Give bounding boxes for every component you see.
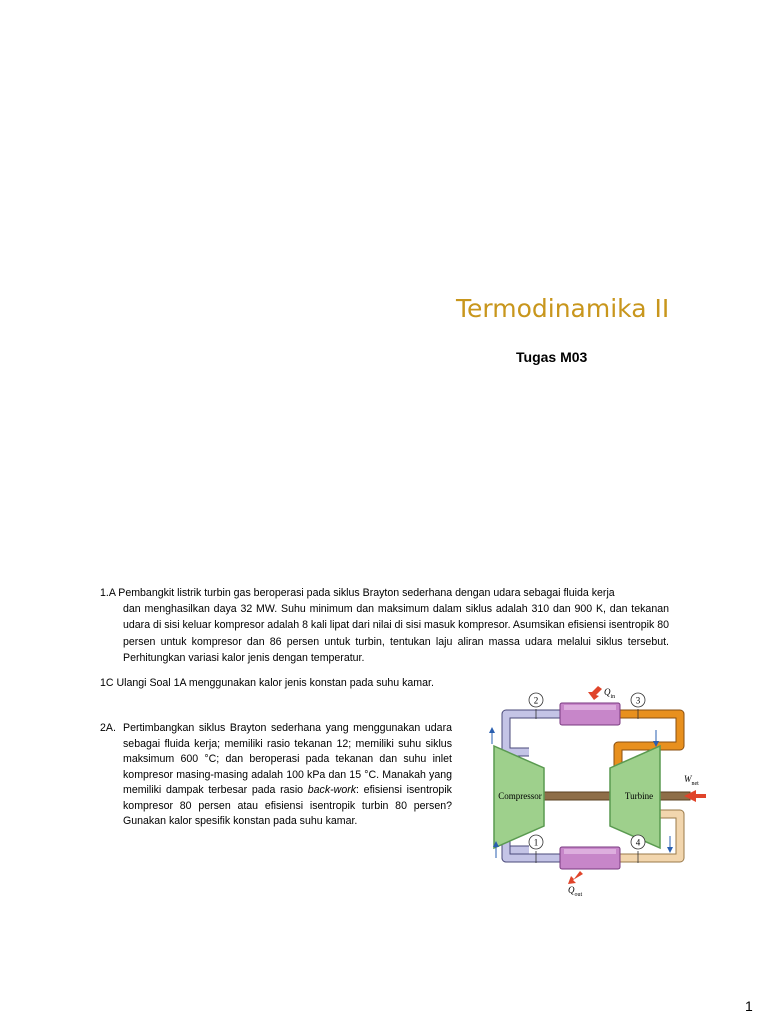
state-3-label: 3 [635,695,641,706]
brayton-cycle-diagram [484,686,720,898]
state-2-label: 2 [533,695,539,706]
heat-out-label: $Q_{out}$ [568,885,583,898]
state-1-label: 1 [533,837,539,848]
turbine-label: Turbine [624,791,654,801]
problem-2a-text-after: : efisiensi isentropik kompresor 80 persen atau efisiensi isentropik turbin 80 persen? Gunakan kalor spesifik konstan pada suhu kamar. [123,784,452,827]
problem-1a-body: dan menghasilkan daya 32 MW. Suhu minimum dan maksimum dalam siklus adalah 310 dan 900 K, dan tekanan udara di sisi keluar kompresor adalah 8 kali lipat dari nilai di sisi masuk kompresor. Asumsikan efisiensi isentropik 80 persen untuk kompresor dan 86 persen untuk turbin, tentukan laju aliran massa udara melalui siklus tersebut. Perhitungkan variasi kalor jenis dengan temperatur. [123,603,669,664]
heat-out-arrow [568,871,583,884]
state-4-label: 4 [635,837,641,848]
page-number: 1 [745,998,753,1014]
problem-2a [100,721,452,830]
compressor-label: Compressor [498,791,542,801]
problem-2a-body [123,721,452,830]
problem-1a [100,585,669,666]
problem-2a-number: 2A. [100,722,116,734]
problem-2a-text-before: Pertimbangkan siklus Brayton sederhana yang menggunakan udara sebagai fluida kerja; memiliki rasio tekanan 12; memiliki suhu siklus maksimum 600 °C; dan beroperasi pada tekanan dan suhu inlet kompresor masing-masing adalah 100 kPa dan 15 °C. Manakah yang memiliki dampak terbesar pada rasio [123,722,452,796]
work-net-label: $W_{net}$ [684,774,699,787]
heat-in-label: $Q_{in}$ [604,687,616,700]
heat-in-arrow [588,686,602,700]
problem-1c: 1C Ulangi Soal 1A menggunakan kalor jenis konstan pada suhu kamar. [100,677,434,689]
problem-2a-italic-term: back-work [307,784,357,796]
document-title: Termodinamika II [456,294,670,323]
problem-1a-lead: 1.A Pembangkit listrik turbin gas beroperasi pada siklus Brayton sederhana dengan udara sebagai fluida kerja [100,587,615,599]
document-subtitle: Tugas M03 [516,349,588,365]
pipe-state-2 [506,714,560,752]
